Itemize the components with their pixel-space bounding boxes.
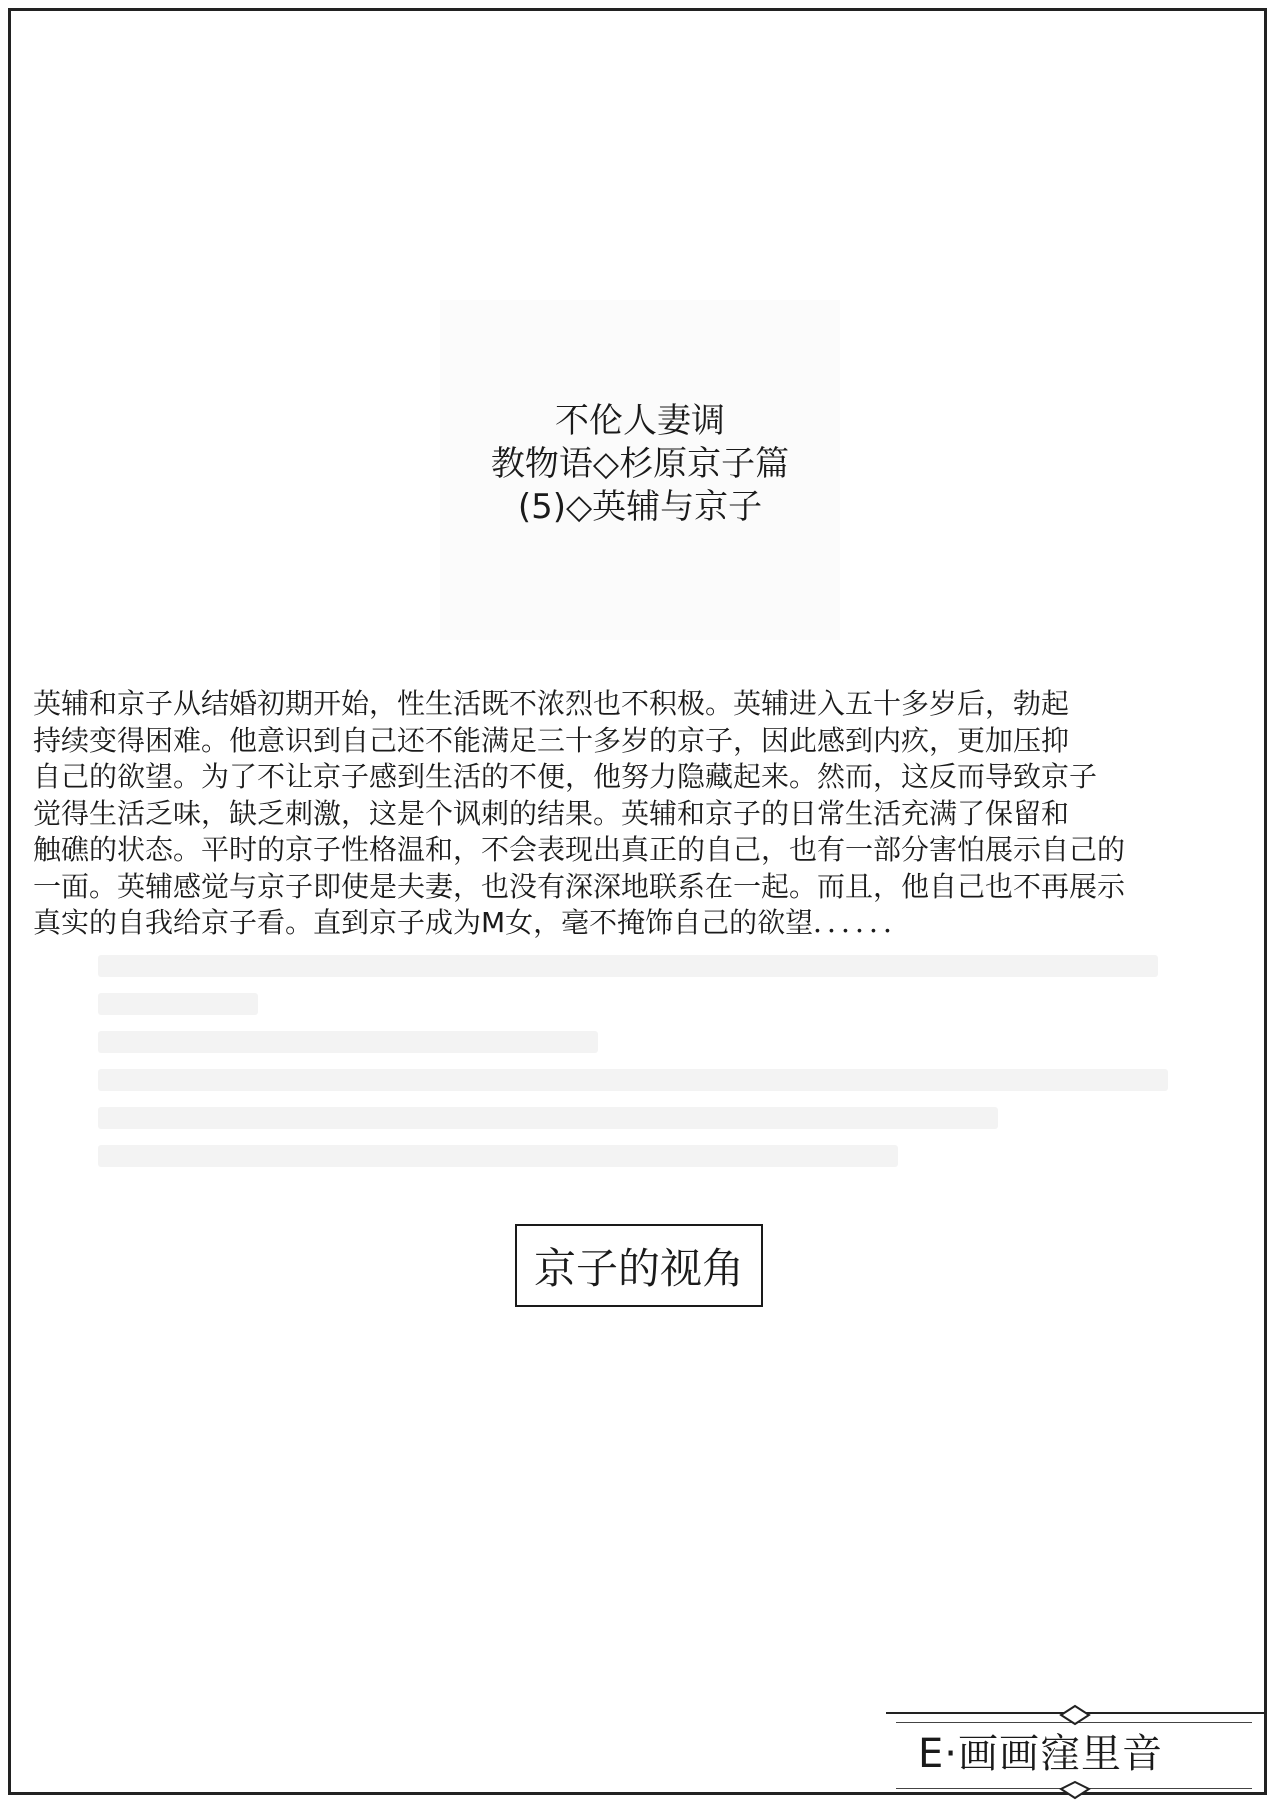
faded-line xyxy=(98,955,1158,977)
chapter-title xyxy=(440,400,840,529)
synopsis-line: 英辅和京子从结婚初期开始，性生活既不浓烈也不积极。英辅进入五十多岁后，勃起 xyxy=(33,687,1070,720)
section-label-box xyxy=(515,1224,763,1307)
title-line-3: (5)◇英辅与京子 xyxy=(517,487,763,527)
faded-line xyxy=(98,1031,598,1053)
synopsis-line: 自己的欲望。为了不让京子感到生活的不便，他努力隐藏起来。然而，这反而导致京子 xyxy=(33,760,1098,793)
faded-line xyxy=(98,1107,998,1129)
title-line-1: 不伦人妻调 xyxy=(555,401,725,441)
synopsis-line: 真实的自我给京子看。直到京子成为M女，毫不掩饰自己的欲望．．．．．． xyxy=(33,906,912,939)
synopsis-line: 持续变得困难。他意识到自己还不能满足三十多岁的京子，因此感到内疚，更加压抑 xyxy=(33,723,1070,757)
section-label: 京子的视角 xyxy=(533,1243,744,1293)
synopsis-line: 一面。英辅感觉与京子即使是夫妻，也没有深深地联系在一起。而且，他自己也不再展示 xyxy=(33,869,1126,903)
synopsis-line: 觉得生活乏味，缺乏刺激，这是个讽刺的结果。英辅和京子的日常生活充满了保留和 xyxy=(33,796,1070,830)
faded-line xyxy=(98,993,258,1015)
faded-line xyxy=(98,1069,1168,1091)
credit-box xyxy=(886,1712,1264,1794)
faded-background-text xyxy=(98,955,1168,1183)
synopsis-text xyxy=(33,686,1268,942)
synopsis-line: 触礁的状态。平时的京子性格温和，不会表现出真正的自己，也有一部分害怕展示自己的 xyxy=(33,833,1126,866)
faded-line xyxy=(98,1145,898,1167)
credit-text: E·画画窪里音 xyxy=(918,1731,1163,1777)
title-line-2: 教物语◇杉原京子篇 xyxy=(490,444,790,484)
